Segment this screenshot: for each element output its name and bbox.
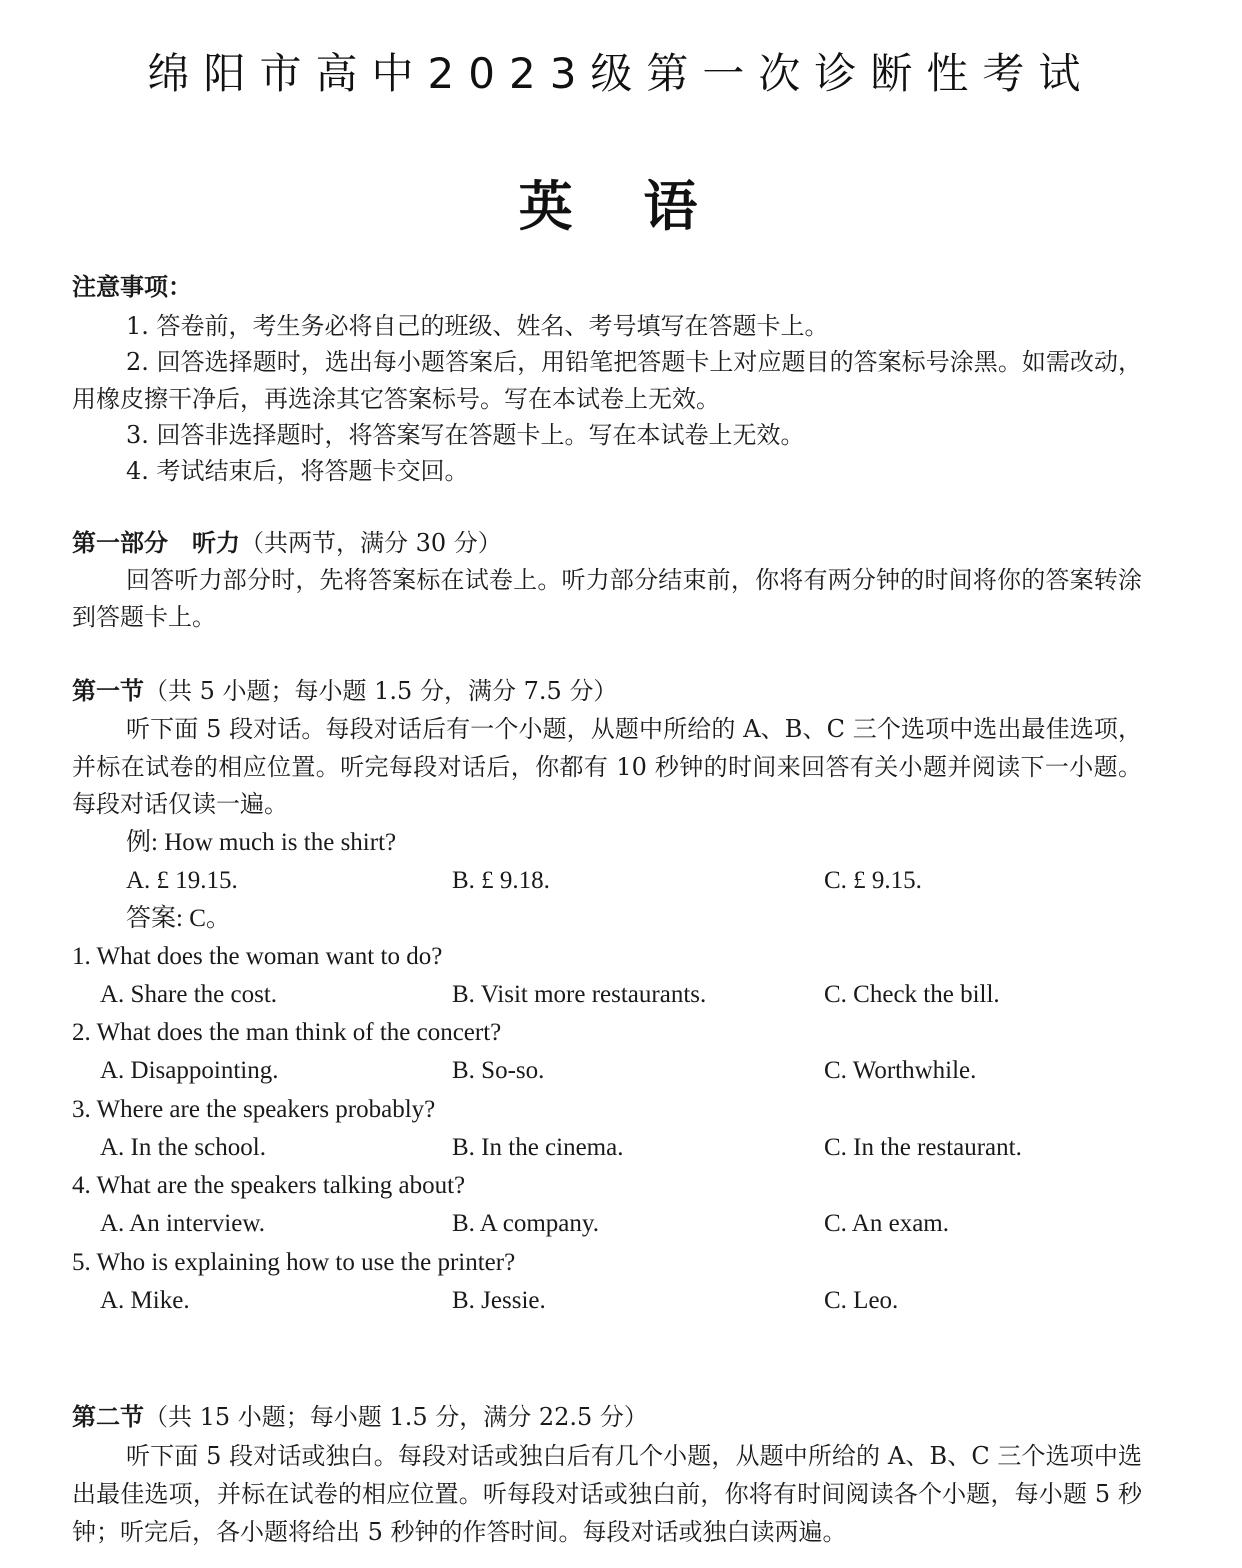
question-3-option-b: B. In the cinema. <box>452 1134 624 1161</box>
section2-heading-bold: 第二节 <box>72 1403 144 1431</box>
part1-heading <box>72 528 502 558</box>
example-option-b: B. £ 9.18. <box>452 867 550 894</box>
notice-item-2: 2. 回答选择题时，选出每小题答案后，用铅笔把答题卡上对应题目的答案标号涂黑。如需改动，用橡皮擦干净后，再选涂其它答案标号。写在本试卷上无效。 <box>72 348 1142 413</box>
question-2-option-c: C. Worthwhile. <box>824 1057 977 1084</box>
question-1-option-c: C. Check the bill. <box>824 981 1000 1008</box>
question-3-option-c: C. In the restaurant. <box>824 1134 1022 1161</box>
subject-title: 英 语 <box>518 175 724 238</box>
part1-intro: 回答听力部分时，先将答案标在试卷上。听力部分结束前，你将有两分钟的时间将你的答案转涂到答题卡上。 <box>72 566 1142 631</box>
example-answer: 答案: C。 <box>126 905 231 932</box>
example-option-c: C. £ 9.15. <box>824 867 922 894</box>
section2-heading-rest: （共 15 小题；每小题 1.5 分，满分 22.5 分） <box>144 1403 648 1431</box>
question-5: 5. Who is explaining how to use the printer? <box>72 1249 516 1276</box>
question-2: 2. What does the man think of the concert? <box>72 1019 502 1046</box>
question-2-option-a: A. Disappointing. <box>100 1057 279 1084</box>
question-4-option-b: B. A company. <box>452 1210 599 1237</box>
question-5-option-c: C. Leo. <box>824 1287 899 1314</box>
question-1-option-a: A. Share the cost. <box>100 981 278 1008</box>
notice-item-3: 3. 回答非选择题时，将答案写在答题卡上。写在本试卷上无效。 <box>126 421 805 449</box>
notice-item-4: 4. 考试结束后，将答题卡交回。 <box>126 457 469 485</box>
part1-heading-rest: （共两节，满分 30 分） <box>240 529 502 557</box>
notice-item-1: 1. 答卷前，考生务必将自己的班级、姓名、考号填写在答题卡上。 <box>126 312 829 340</box>
section1-heading <box>72 676 617 706</box>
example-question: 例: How much is the shirt? <box>126 829 397 856</box>
exam-title: 绵阳市高中2023级第一次诊断性考试 <box>147 49 1095 98</box>
question-1: 1. What does the woman want to do? <box>72 943 443 970</box>
part1-heading-bold: 第一部分 听力 <box>72 529 240 557</box>
section1-heading-bold: 第一节 <box>72 677 144 705</box>
section2-heading <box>72 1402 648 1432</box>
question-4: 4. What are the speakers talking about? <box>72 1172 466 1199</box>
question-2-option-b: B. So-so. <box>452 1057 545 1084</box>
question-3: 3. Where are the speakers probably? <box>72 1096 436 1123</box>
section1-heading-rest: （共 5 小题；每小题 1.5 分，满分 7.5 分） <box>144 677 618 705</box>
section1-intro: 听下面 5 段对话。每段对话后有一个小题，从题中所给的 A、B、C 三个选项中选出最佳选项，并标在试卷的相应位置。听完每段对话后，你都有 10 秒钟的时间来回答有关小题并阅读下一小题。每段对话仅读一遍。 <box>72 715 1142 818</box>
question-3-option-a: A. In the school. <box>100 1134 266 1161</box>
question-4-option-c: C. An exam. <box>824 1210 949 1237</box>
question-5-option-b: B. Jessie. <box>452 1287 546 1314</box>
section2-intro: 听下面 5 段对话或独白。每段对话或独白后有几个小题，从题中所给的 A、B、C 三个选项中选出最佳选项，并标在试卷的相应位置。听每段对话或独白前，你将有时间阅读各个小题，每小题 5 秒钟；听完后，各小题将给出 5 秒钟的作答时间。每段对话或独白读两遍。 <box>72 1442 1142 1546</box>
question-5-option-a: A. Mike. <box>100 1287 190 1314</box>
example-option-a: A. £ 19.15. <box>126 867 238 894</box>
question-4-option-a: A. An interview. <box>100 1210 266 1237</box>
notice-heading: 注意事项： <box>72 273 192 301</box>
question-1-option-b: B. Visit more restaurants. <box>452 981 707 1008</box>
